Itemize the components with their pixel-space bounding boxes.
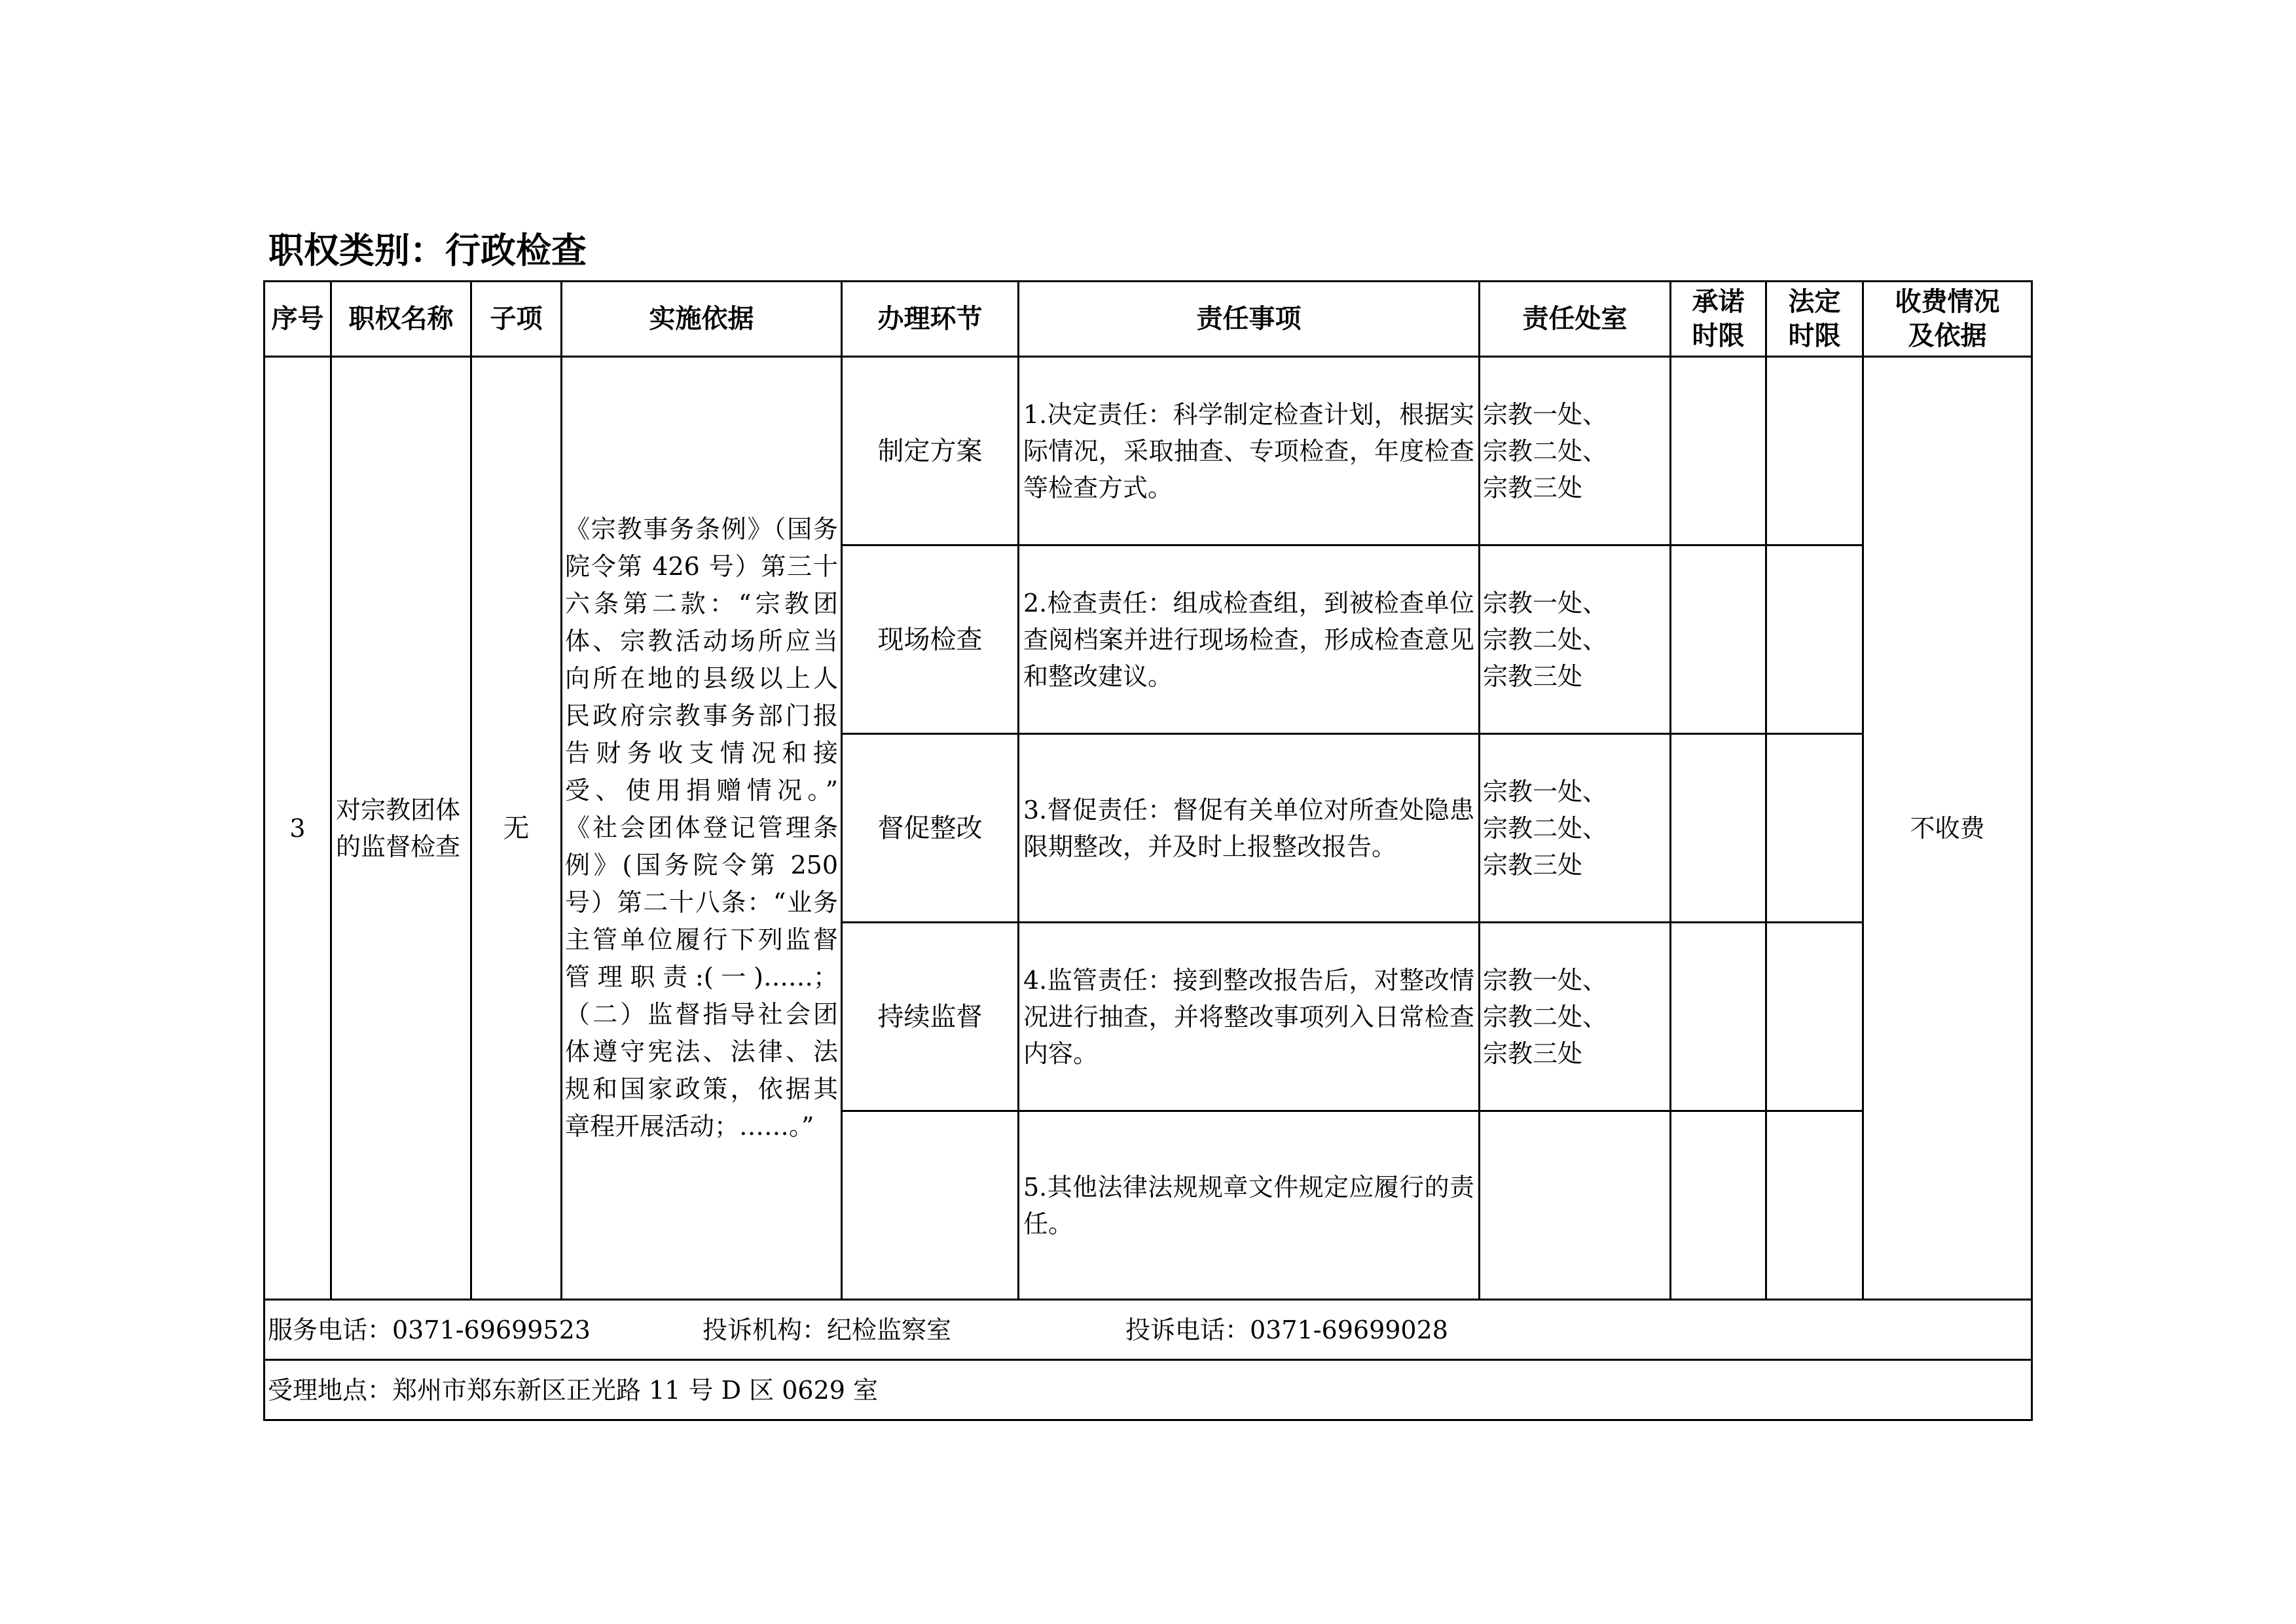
row-sub: 无 — [471, 357, 562, 1300]
complaint-org: 投诉机构：纪检监察室 — [702, 1315, 952, 1344]
legal-4 — [1766, 923, 1863, 1111]
dept-4-line1: 宗教一处、 — [1483, 965, 1608, 995]
header-basis: 实施依据 — [562, 282, 842, 357]
dept-4 — [1480, 923, 1671, 1111]
header-promise-line2: 时限 — [1692, 321, 1745, 351]
legal-3 — [1766, 734, 1863, 923]
header-promise-time — [1671, 282, 1766, 357]
legal-1 — [1766, 357, 1863, 545]
header-name: 职权名称 — [331, 282, 471, 357]
header-promise-line1: 承诺 — [1692, 287, 1745, 317]
duty-5: 5.其他法律法规规章文件规定应履行的责任。 — [1019, 1111, 1480, 1300]
promise-2 — [1671, 545, 1766, 734]
header-dept: 责任处室 — [1480, 282, 1671, 357]
stage-4: 持续监督 — [842, 923, 1019, 1111]
dept-3-line1: 宗教一处、 — [1483, 777, 1608, 806]
duty-1: 1.决定责任：科学制定检查计划，根据实际情况，采取抽查、专项检查，年度检查等检查方式。 — [1019, 357, 1480, 545]
header-legal-line1: 法定 — [1788, 287, 1841, 317]
dept-3 — [1480, 734, 1671, 923]
table-row — [264, 357, 2032, 545]
stage-2: 现场检查 — [842, 545, 1019, 734]
authority-table — [263, 280, 2033, 1421]
dept-2-line3: 宗教三处 — [1483, 661, 1583, 691]
header-stage: 办理环节 — [842, 282, 1019, 357]
legal-2 — [1766, 545, 1863, 734]
complaint-phone: 投诉电话：0371-69699028 — [1125, 1315, 1448, 1344]
promise-3 — [1671, 734, 1766, 923]
dept-1 — [1480, 357, 1671, 545]
promise-4 — [1671, 923, 1766, 1111]
header-fee-line2: 及依据 — [1908, 321, 1987, 351]
footer-address: 受理地点：郑州市郑东新区正光路 11 号 D 区 0629 室 — [264, 1360, 2032, 1420]
promise-5 — [1671, 1111, 1766, 1300]
stage-5 — [842, 1111, 1019, 1300]
duty-2: 2.检查责任：组成检查组，到被检查单位查阅档案并进行现场检查，形成检查意见和整改建议。 — [1019, 545, 1480, 734]
stage-3: 督促整改 — [842, 734, 1019, 923]
header-legal-line2: 时限 — [1788, 321, 1841, 351]
row-fee: 不收费 — [1863, 357, 2032, 1300]
duty-3: 3.督促责任：督促有关单位对所查处隐患限期整改，并及时上报整改报告。 — [1019, 734, 1480, 923]
header-duty: 责任事项 — [1019, 282, 1480, 357]
header-no: 序号 — [264, 282, 331, 357]
header-sub: 子项 — [471, 282, 562, 357]
dept-5 — [1480, 1111, 1671, 1300]
dept-4-line3: 宗教三处 — [1483, 1039, 1583, 1068]
legal-5 — [1766, 1111, 1863, 1300]
footer-contact — [264, 1300, 2032, 1360]
header-fee — [1863, 282, 2032, 357]
page-title: 职权类别：行政检查 — [268, 230, 587, 271]
dept-2-line1: 宗教一处、 — [1483, 588, 1608, 618]
row-name: 对宗教团体的监督检查 — [331, 357, 471, 1300]
dept-4-line2: 宗教二处、 — [1483, 1002, 1608, 1031]
footer-contact-row — [264, 1300, 2032, 1360]
dept-2-line2: 宗教二处、 — [1483, 625, 1608, 654]
dept-1-line2: 宗教二处、 — [1483, 436, 1608, 466]
stage-1: 制定方案 — [842, 357, 1019, 545]
header-legal-time — [1766, 282, 1863, 357]
dept-2 — [1480, 545, 1671, 734]
duty-4: 4.监管责任：接到整改报告后，对整改情况进行抽查，并将整改事项列入日常检查内容。 — [1019, 923, 1480, 1111]
row-no: 3 — [264, 357, 331, 1300]
dept-1-line3: 宗教三处 — [1483, 473, 1583, 502]
footer-address-row — [264, 1360, 2032, 1420]
dept-3-line3: 宗教三处 — [1483, 850, 1583, 879]
service-phone: 服务电话：0371-69699523 — [268, 1315, 591, 1344]
header-fee-line1: 收费情况 — [1895, 287, 2000, 317]
dept-3-line2: 宗教二处、 — [1483, 813, 1608, 843]
dept-1-line1: 宗教一处、 — [1483, 399, 1608, 429]
header-row — [264, 282, 2032, 357]
promise-1 — [1671, 357, 1766, 545]
row-basis: 《宗教事务条例》（国务院令第 426 号）第三十六条第二款：“宗教团体、宗教活动场所应当向所在地的县级以上人民政府宗教事务部门报告财务收支情况和接受、使用捐赠情况。” 《社会团体登记管理条例》(国务院令第 250 号）第二十八条：“业务主管单位履行下列监督管理职责:(一)……；（二）监督指导社会团体遵守宪法、法律、法规和国家政策，依据其章程开展活动；……。” — [562, 357, 842, 1300]
